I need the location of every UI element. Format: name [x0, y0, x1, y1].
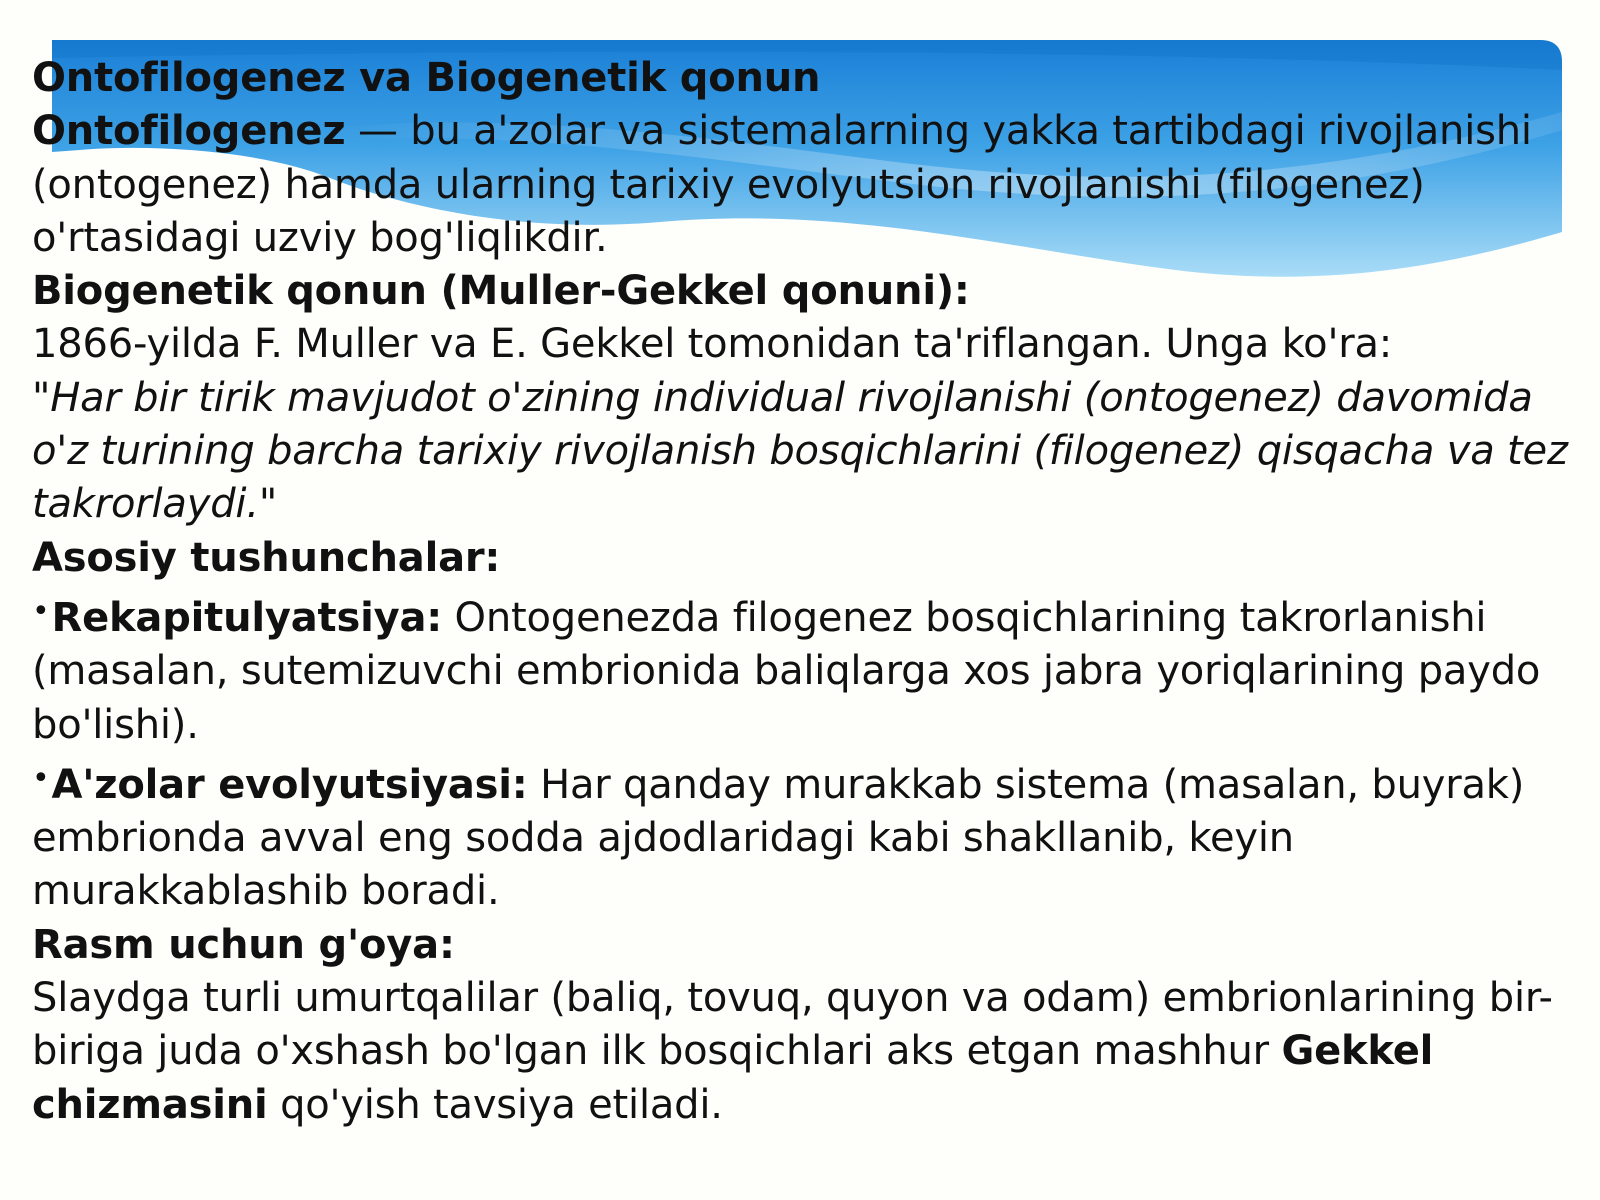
slide-content	[32, 52, 1577, 1132]
bullet-icon: •	[32, 760, 50, 796]
slide-title: Ontofilogenez va Biogenetik qonun	[32, 55, 821, 101]
idea-bold: Gekkel chizmasini	[32, 1028, 1434, 1128]
concept-term: A'zolar evolyutsiyasi:	[51, 761, 528, 808]
concept-item	[32, 585, 1577, 752]
idea-heading: Rasm uchun g'oya:	[32, 921, 455, 968]
bullet-icon: •	[32, 593, 50, 629]
concept-text: Ontogenezda filogenez bosqichlarining takrorlanishi (masalan, sutemizuvchi embrionida baliqlarga xos jabra yoriqlarining paydo bo'lishi).	[32, 594, 1541, 748]
definition-term: Ontofilogenez	[32, 108, 346, 155]
concept-text: Har qanday murakkab sistema (masalan, buyrak) embrionda avval eng sodda ajdodlaridagi kabi shakllanib, keyin murakkablashib boradi.	[32, 761, 1525, 915]
law-quote: "Har bir tirik mavjudot o'zining individual rivojlanishi (ontogenez) davomida o'z turining barcha tarixiy rivojlanish bosqichlarini (filogenez) qisqacha va tez takrorlaydi."	[32, 374, 1568, 528]
concepts-heading: Asosiy tushunchalar:	[32, 534, 501, 581]
concept-term: Rekapitulyatsiya:	[51, 594, 443, 641]
idea-text-after: qo'yish tavsiya etiladi.	[267, 1081, 723, 1128]
idea-paragraph	[32, 972, 1577, 1132]
definition-paragraph	[32, 105, 1577, 265]
definition-text: — bu a'zolar va sistemalarning yakka tartibdagi rivojlanishi (ontogenez) hamda ularning tarixiy evolyutsion rivojlanishi (filogenez) o'rtasidagi uzviy bog'liqlikdir.	[32, 108, 1532, 261]
concept-item	[32, 752, 1577, 919]
law-heading: Biogenetik qonun (Muller-Gekkel qonuni):	[32, 268, 970, 315]
idea-text-before: Slaydga turli umurtqalilar (baliq, tovuq, quyon va odam) embrionlarining bir-biriga juda o'xshash bo'lgan ilk bosqichlari aks etgan mashhur	[32, 975, 1553, 1075]
law-intro: 1866-yilda F. Muller va E. Gekkel tomonidan ta'riflangan. Unga ko'ra:	[32, 321, 1393, 368]
